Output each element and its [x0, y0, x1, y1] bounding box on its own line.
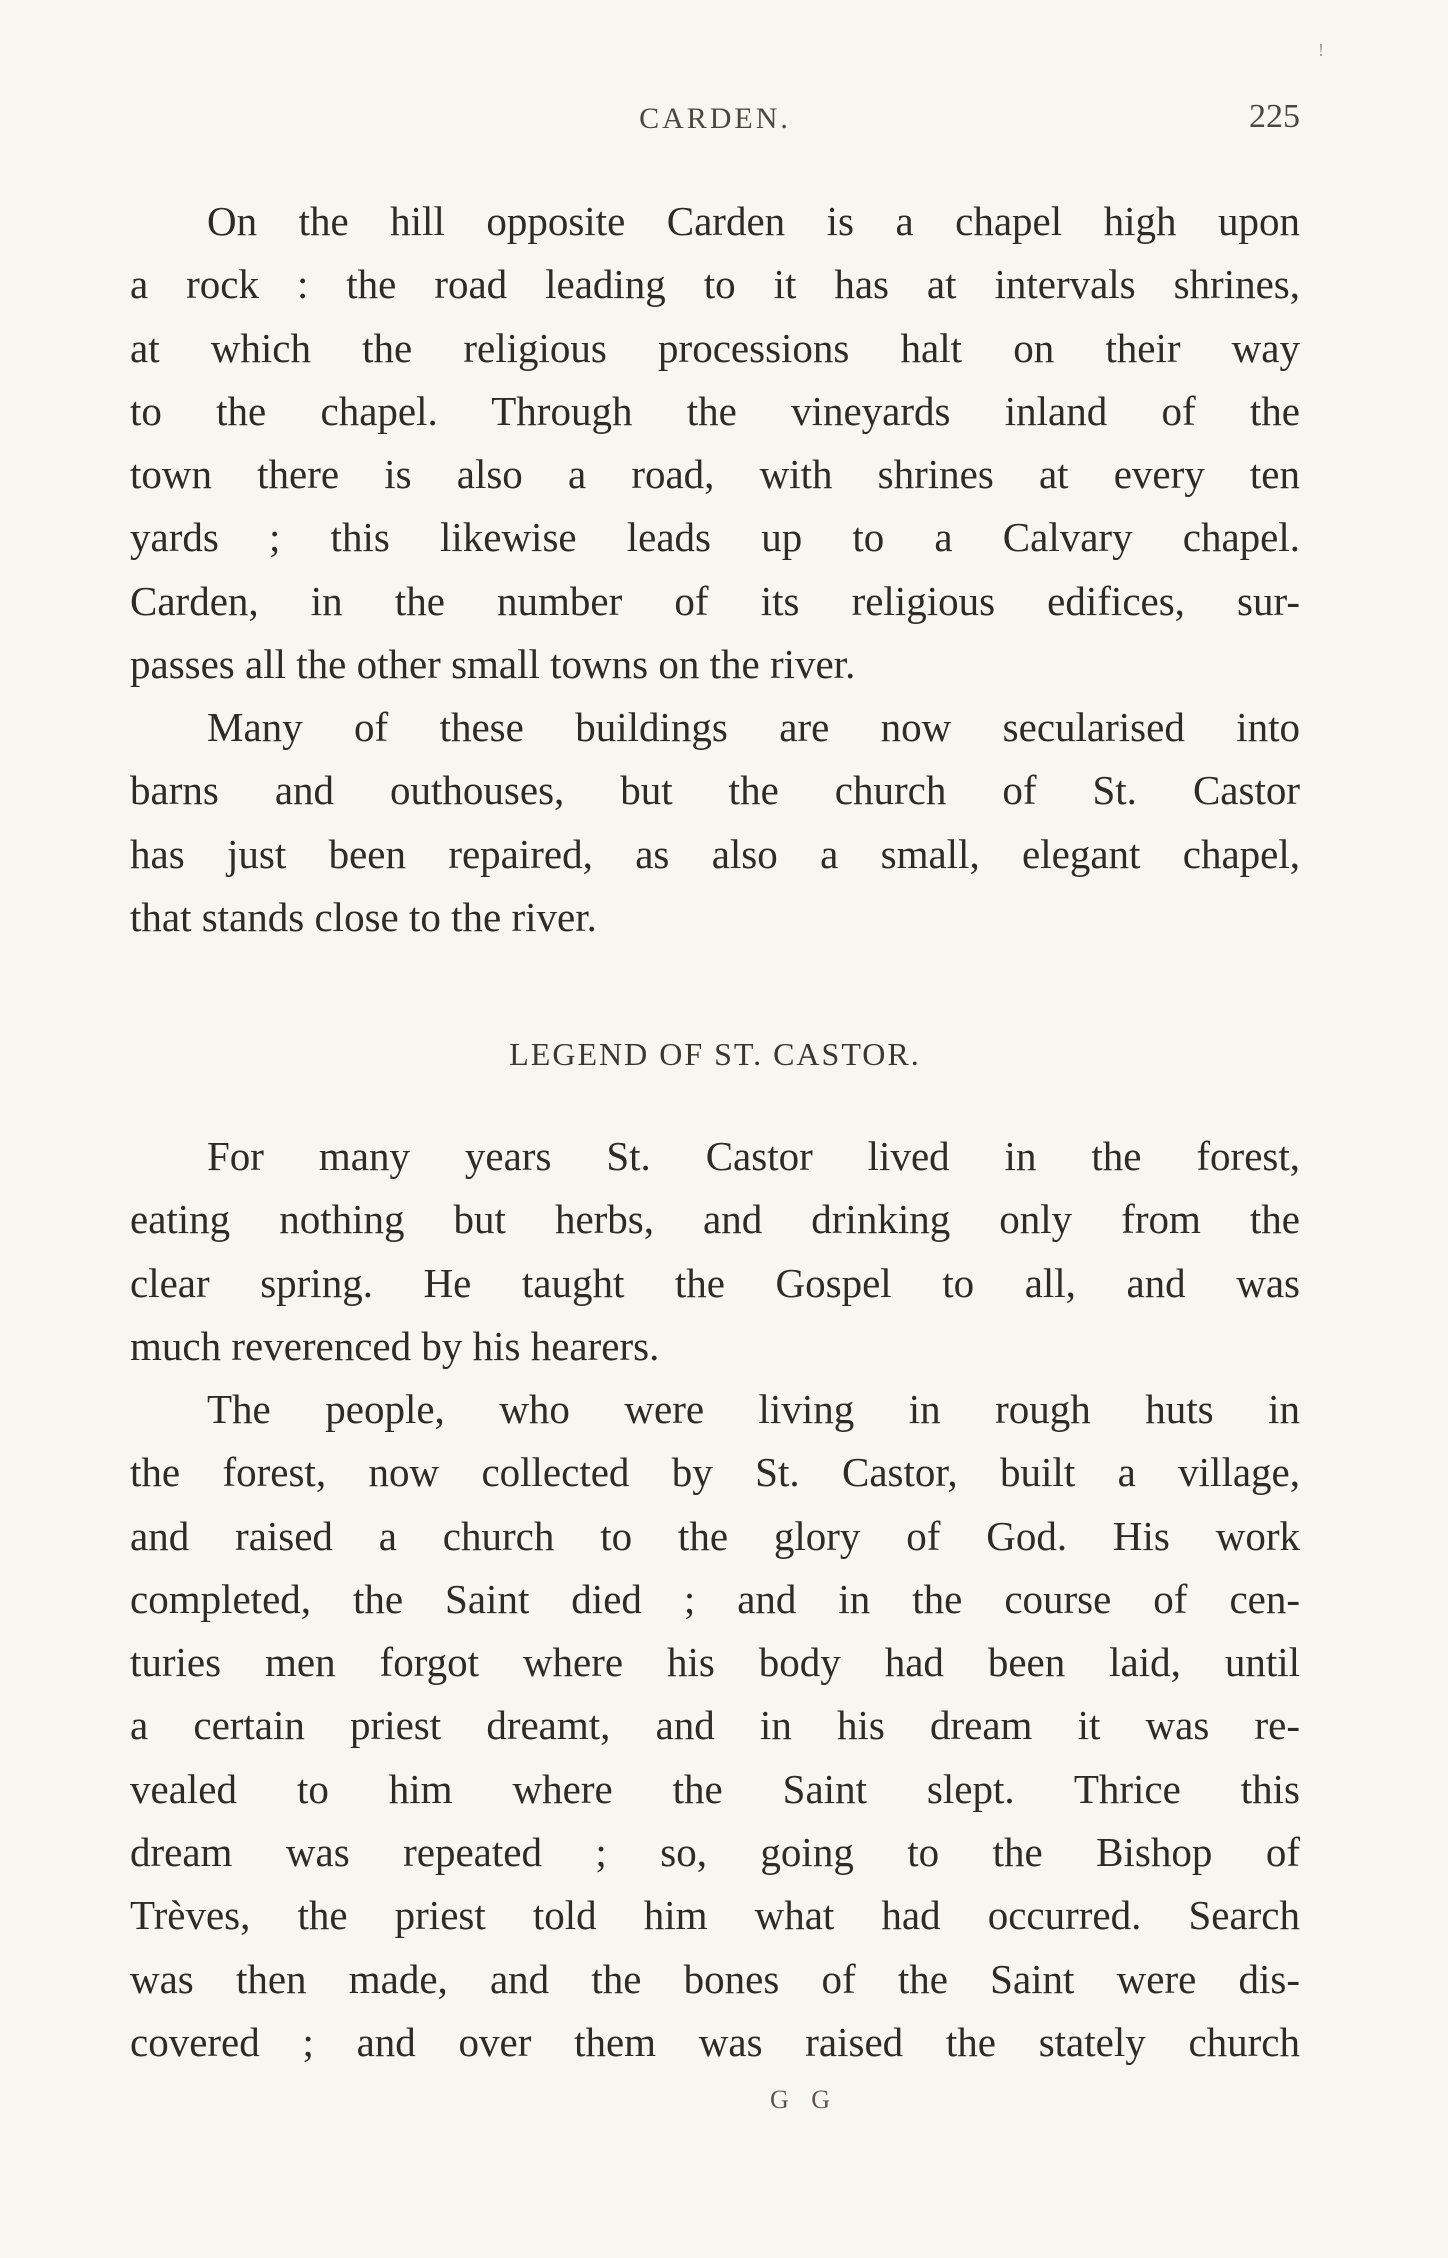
section-heading: LEGEND OF ST. CASTOR.	[509, 1036, 921, 1072]
text-line: turies men forgot where his body had been laid, until	[130, 1639, 1300, 1686]
text-line: the forest, now collected by St. Castor, built a village,	[130, 1449, 1300, 1496]
text-line: yards ; this likewise leads up to a Calvary chapel.	[130, 514, 1300, 561]
paragraph-4	[130, 1378, 1300, 2074]
running-head	[130, 98, 1300, 152]
page-number: 225	[1249, 98, 1300, 135]
text-line: vealed to him where the Saint slept. Thrice this	[130, 1765, 1300, 1812]
text-line: For many years St. Castor lived in the forest,	[207, 1133, 1300, 1179]
text-line: dream was repeated ; so, going to the Bishop of	[130, 1829, 1300, 1876]
text-line: clear spring. He taught the Gospel to all, and was	[130, 1259, 1300, 1306]
text-line: and raised a church to the glory of God. His work	[130, 1512, 1300, 1559]
text-line: On the hill opposite Carden is a chapel high upon	[207, 198, 1300, 244]
signature-mark: G G	[769, 2085, 839, 2114]
text-line: that stands close to the river.	[130, 893, 597, 940]
text-line: covered ; and over them was raised the stately church	[130, 2018, 1300, 2065]
text-line: town there is also a road, with shrines at every ten	[130, 451, 1300, 498]
text-line: a certain priest dreamt, and in his dream it was re-	[130, 1702, 1300, 1749]
text-line: The people, who were living in rough huts in	[207, 1386, 1300, 1432]
text-line: Many of these buildings are now secularised into	[207, 704, 1300, 750]
text-line: passes all the other small towns on the river.	[130, 641, 856, 688]
text-line: completed, the Saint died ; and in the course of cen-	[130, 1575, 1300, 1622]
text-line: Trèves, the priest told him what had occurred. Search	[130, 1892, 1300, 1939]
text-line: a rock : the road leading to it has at intervals shrines,	[130, 261, 1300, 308]
text-line: was then made, and the bones of the Saint were dis-	[130, 1955, 1300, 2002]
text-line: at which the religious processions halt on their way	[130, 324, 1300, 371]
paragraph-3	[130, 1125, 1300, 1378]
paragraph-1	[130, 190, 1300, 696]
edge-mark: !	[1318, 40, 1324, 60]
running-title: CARDEN.	[639, 102, 791, 135]
text-line: barns and outhouses, but the church of St. Castor	[130, 767, 1300, 814]
text-line: eating nothing but herbs, and drinking only from the	[130, 1196, 1300, 1243]
text-line: Carden, in the number of its religious edifices, sur-	[130, 577, 1300, 624]
text-line: much reverenced by his hearers.	[130, 1322, 660, 1369]
text-line: has just been repaired, as also a small, elegant chapel,	[130, 830, 1300, 877]
paragraph-2	[130, 696, 1300, 949]
text-line: to the chapel. Through the vineyards inland of the	[130, 387, 1300, 434]
